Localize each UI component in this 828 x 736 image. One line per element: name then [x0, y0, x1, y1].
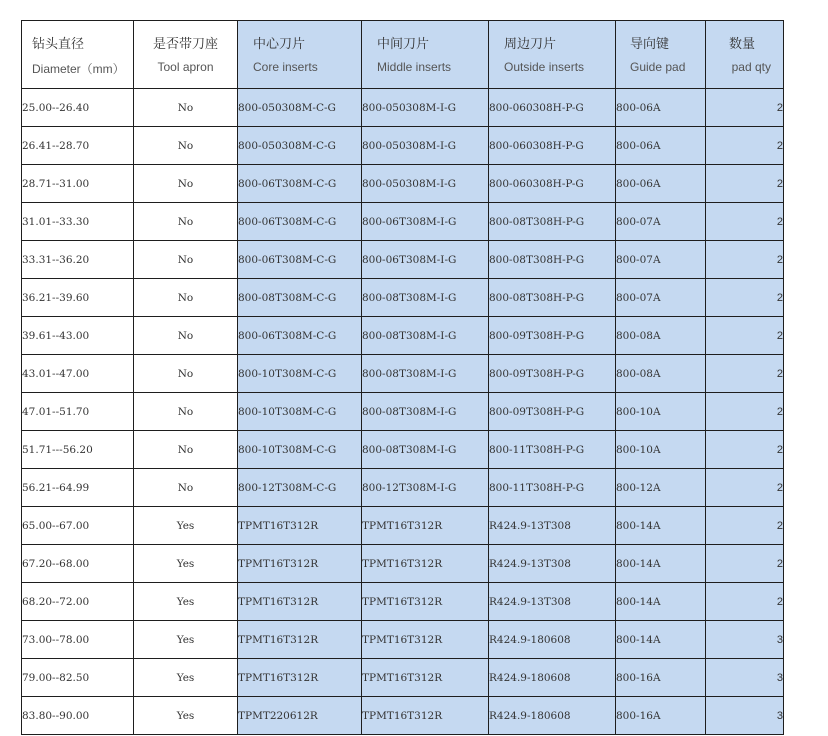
cell-tool-apron: Yes — [134, 659, 238, 697]
cell-outside-insert: 800-11T308H-P-G — [489, 469, 616, 507]
cell-core-insert: 800-12T308M-C-G — [238, 469, 362, 507]
table-row — [22, 165, 784, 203]
cell-pad-qty: 2 — [706, 355, 784, 393]
cell-middle-insert: TPMT16T312R — [362, 621, 489, 659]
cell-diameter: 51.71---56.20 — [22, 431, 134, 469]
cell-outside-insert: R424.9-13T308 — [489, 507, 616, 545]
cell-diameter: 33.31--36.20 — [22, 241, 134, 279]
cell-guide-pad: 800-16A — [616, 697, 706, 735]
cell-guide-pad: 800-10A — [616, 431, 706, 469]
cell-pad-qty: 2 — [706, 203, 784, 241]
cell-middle-insert: 800-06T308M-I-G — [362, 241, 489, 279]
cell-diameter: 36.21--39.60 — [22, 279, 134, 317]
cell-middle-insert: 800-08T308M-I-G — [362, 317, 489, 355]
table-row — [22, 393, 784, 431]
cell-outside-insert: 800-08T308H-P-G — [489, 241, 616, 279]
header-middle-inserts-zh: 中间刀片 — [377, 36, 430, 51]
header-outside-inserts-zh: 周边刀片 — [504, 36, 557, 51]
cell-middle-insert: 800-050308M-I-G — [362, 89, 489, 127]
cell-pad-qty: 2 — [706, 469, 784, 507]
cell-core-insert: 800-06T308M-C-G — [238, 241, 362, 279]
table-row — [22, 469, 784, 507]
cell-core-insert: TPMT16T312R — [238, 659, 362, 697]
cell-diameter: 43.01--47.00 — [22, 355, 134, 393]
cell-guide-pad: 800-08A — [616, 355, 706, 393]
cell-outside-insert: 800-08T308H-P-G — [489, 279, 616, 317]
cell-pad-qty: 2 — [706, 507, 784, 545]
header-middle-inserts — [362, 21, 489, 89]
cell-outside-insert: 800-09T308H-P-G — [489, 317, 616, 355]
cell-core-insert: 800-06T308M-C-G — [238, 203, 362, 241]
cell-diameter: 56.21--64.99 — [22, 469, 134, 507]
cell-outside-insert: 800-060308H-P-G — [489, 89, 616, 127]
cell-tool-apron: No — [134, 355, 238, 393]
cell-middle-insert: 800-050308M-I-G — [362, 127, 489, 165]
cell-pad-qty: 2 — [706, 431, 784, 469]
cell-outside-insert: 800-09T308H-P-G — [489, 393, 616, 431]
cell-outside-insert: 800-08T308H-P-G — [489, 203, 616, 241]
cell-guide-pad: 800-06A — [616, 89, 706, 127]
table-row — [22, 545, 784, 583]
cell-middle-insert: 800-06T308M-I-G — [362, 203, 489, 241]
header-outside-inserts-en: Outside inserts — [504, 60, 585, 74]
header-guide-pad-zh: 导向键 — [630, 36, 670, 51]
table-row — [22, 621, 784, 659]
drill-insert-table — [21, 20, 784, 735]
cell-middle-insert: 800-08T308M-I-G — [362, 393, 489, 431]
cell-core-insert: TPMT16T312R — [238, 621, 362, 659]
cell-pad-qty: 3 — [706, 621, 784, 659]
cell-middle-insert: TPMT16T312R — [362, 697, 489, 735]
cell-diameter: 73.00--78.00 — [22, 621, 134, 659]
cell-core-insert: TPMT220612R — [238, 697, 362, 735]
cell-diameter: 79.00--82.50 — [22, 659, 134, 697]
cell-diameter: 28.71--31.00 — [22, 165, 134, 203]
cell-outside-insert: 800-11T308H-P-G — [489, 431, 616, 469]
cell-guide-pad: 800-06A — [616, 127, 706, 165]
cell-core-insert: TPMT16T312R — [238, 583, 362, 621]
header-pad-qty — [706, 21, 784, 89]
cell-middle-insert: 800-08T308M-I-G — [362, 431, 489, 469]
cell-guide-pad: 800-14A — [616, 507, 706, 545]
table-row — [22, 89, 784, 127]
cell-pad-qty: 2 — [706, 165, 784, 203]
cell-guide-pad: 800-08A — [616, 317, 706, 355]
header-pad-qty-zh: 数量 — [728, 36, 755, 51]
cell-outside-insert: 800-060308H-P-G — [489, 165, 616, 203]
cell-middle-insert: TPMT16T312R — [362, 583, 489, 621]
cell-middle-insert: TPMT16T312R — [362, 545, 489, 583]
cell-pad-qty: 2 — [706, 279, 784, 317]
table-row — [22, 241, 784, 279]
cell-middle-insert: 800-08T308M-I-G — [362, 355, 489, 393]
cell-diameter: 26.41--28.70 — [22, 127, 134, 165]
table-body — [22, 89, 784, 735]
table-row — [22, 203, 784, 241]
cell-tool-apron: Yes — [134, 583, 238, 621]
cell-guide-pad: 800-07A — [616, 203, 706, 241]
cell-core-insert: 800-08T308M-C-G — [238, 279, 362, 317]
header-middle-inserts-en: Middle inserts — [377, 60, 452, 74]
table-row — [22, 355, 784, 393]
cell-pad-qty: 3 — [706, 659, 784, 697]
cell-pad-qty: 2 — [706, 393, 784, 431]
cell-core-insert: 800-10T308M-C-G — [238, 431, 362, 469]
cell-core-insert: TPMT16T312R — [238, 507, 362, 545]
cell-tool-apron: No — [134, 431, 238, 469]
table-row — [22, 431, 784, 469]
cell-tool-apron: Yes — [134, 621, 238, 659]
cell-outside-insert: 800-09T308H-P-G — [489, 355, 616, 393]
cell-outside-insert: R424.9-180608 — [489, 621, 616, 659]
header-guide-pad-en: Guide pad — [630, 60, 686, 74]
cell-diameter: 25.00--26.40 — [22, 89, 134, 127]
header-outside-inserts — [489, 21, 616, 89]
cell-pad-qty: 2 — [706, 545, 784, 583]
header-row — [22, 21, 784, 89]
cell-core-insert: 800-06T308M-C-G — [238, 165, 362, 203]
cell-diameter: 68.20--72.00 — [22, 583, 134, 621]
cell-tool-apron: No — [134, 203, 238, 241]
header-diameter — [22, 21, 134, 89]
header-diameter-zh: 钻头直径 — [32, 36, 85, 51]
cell-pad-qty: 2 — [706, 89, 784, 127]
header-tool-apron-zh: 是否带刀座 — [152, 36, 218, 51]
cell-guide-pad: 800-10A — [616, 393, 706, 431]
header-core-inserts-en: Core inserts — [253, 60, 318, 74]
cell-diameter: 47.01--51.70 — [22, 393, 134, 431]
cell-outside-insert: R424.9-180608 — [489, 659, 616, 697]
cell-guide-pad: 800-07A — [616, 241, 706, 279]
cell-core-insert: 800-10T308M-C-G — [238, 393, 362, 431]
cell-core-insert: 800-050308M-C-G — [238, 127, 362, 165]
cell-diameter: 83.80--90.00 — [22, 697, 134, 735]
cell-middle-insert: TPMT16T312R — [362, 659, 489, 697]
cell-core-insert: 800-10T308M-C-G — [238, 355, 362, 393]
cell-guide-pad: 800-06A — [616, 165, 706, 203]
cell-pad-qty: 2 — [706, 583, 784, 621]
cell-guide-pad: 800-14A — [616, 545, 706, 583]
cell-middle-insert: 800-08T308M-I-G — [362, 279, 489, 317]
cell-guide-pad: 800-16A — [616, 659, 706, 697]
header-diameter-en: Diameter（mm） — [32, 62, 125, 76]
cell-tool-apron: No — [134, 127, 238, 165]
cell-diameter: 31.01--33.30 — [22, 203, 134, 241]
header-guide-pad — [616, 21, 706, 89]
table-row — [22, 507, 784, 545]
cell-tool-apron: No — [134, 89, 238, 127]
cell-outside-insert: R424.9-180608 — [489, 697, 616, 735]
cell-tool-apron: No — [134, 317, 238, 355]
header-core-inserts — [238, 21, 362, 89]
cell-diameter: 67.20--68.00 — [22, 545, 134, 583]
cell-middle-insert: TPMT16T312R — [362, 507, 489, 545]
header-core-inserts-zh: 中心刀片 — [253, 36, 306, 51]
cell-tool-apron: No — [134, 469, 238, 507]
table-row — [22, 659, 784, 697]
cell-outside-insert: R424.9-13T308 — [489, 545, 616, 583]
header-tool-apron-en: Tool apron — [157, 60, 214, 74]
cell-tool-apron: No — [134, 165, 238, 203]
cell-pad-qty: 2 — [706, 127, 784, 165]
table-row — [22, 583, 784, 621]
cell-middle-insert: 800-12T308M-I-G — [362, 469, 489, 507]
cell-core-insert: 800-050308M-C-G — [238, 89, 362, 127]
cell-guide-pad: 800-14A — [616, 621, 706, 659]
cell-diameter: 39.61--43.00 — [22, 317, 134, 355]
cell-core-insert: 800-06T308M-C-G — [238, 317, 362, 355]
cell-tool-apron: No — [134, 241, 238, 279]
cell-diameter: 65.00--67.00 — [22, 507, 134, 545]
table-row — [22, 279, 784, 317]
table-row — [22, 127, 784, 165]
cell-guide-pad: 800-07A — [616, 279, 706, 317]
cell-tool-apron: Yes — [134, 507, 238, 545]
header-pad-qty-en: pad qty — [731, 60, 771, 74]
table-row — [22, 697, 784, 735]
cell-pad-qty: 3 — [706, 697, 784, 735]
cell-tool-apron: No — [134, 393, 238, 431]
cell-guide-pad: 800-12A — [616, 469, 706, 507]
cell-tool-apron: Yes — [134, 697, 238, 735]
cell-guide-pad: 800-14A — [616, 583, 706, 621]
cell-middle-insert: 800-050308M-I-G — [362, 165, 489, 203]
cell-tool-apron: No — [134, 279, 238, 317]
cell-pad-qty: 2 — [706, 241, 784, 279]
cell-outside-insert: 800-060308H-P-G — [489, 127, 616, 165]
cell-outside-insert: R424.9-13T308 — [489, 583, 616, 621]
cell-pad-qty: 2 — [706, 317, 784, 355]
table-row — [22, 317, 784, 355]
header-tool-apron — [134, 21, 238, 89]
cell-tool-apron: Yes — [134, 545, 238, 583]
cell-core-insert: TPMT16T312R — [238, 545, 362, 583]
